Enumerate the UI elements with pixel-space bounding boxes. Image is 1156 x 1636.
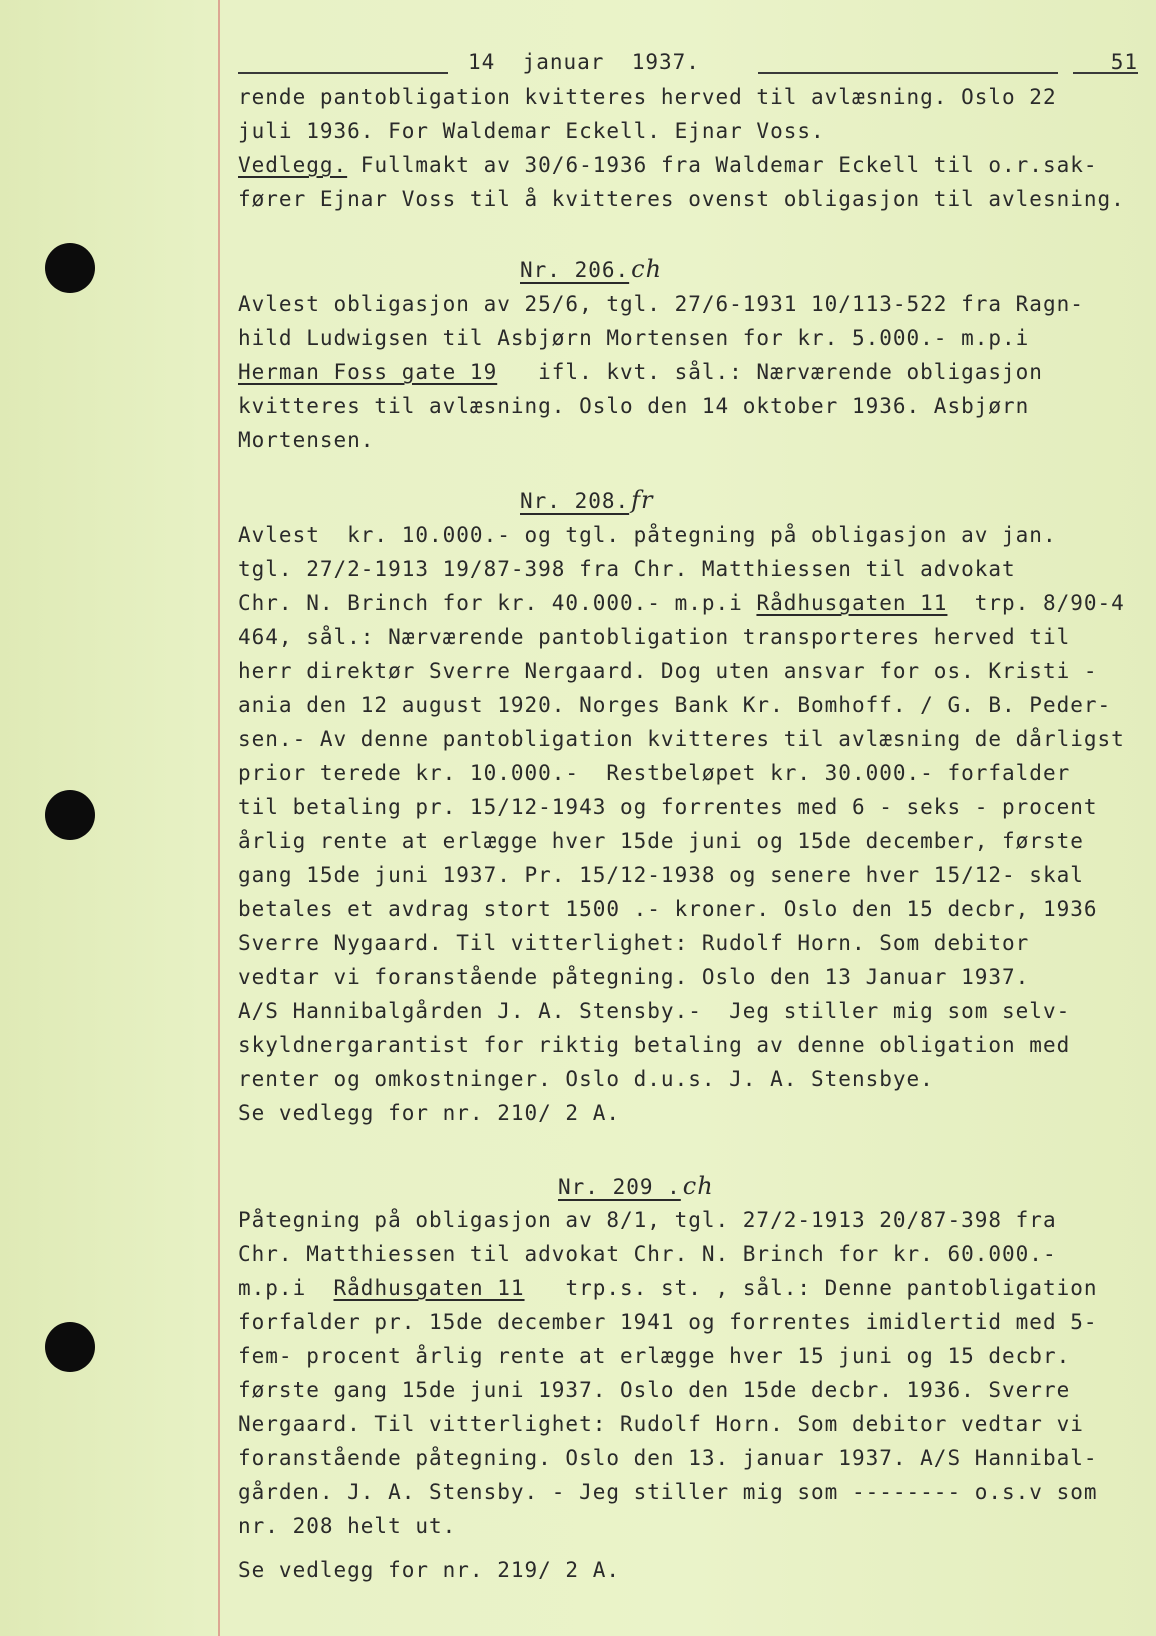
header-rule <box>238 72 448 74</box>
text-line: sen.- Av denne pantobligation kvitteres til avlæsning de dårligst <box>238 727 1125 751</box>
punch-hole <box>45 790 95 840</box>
text-line: vedtar vi foranstående påtegning. Oslo den 13 Januar 1937. <box>238 965 1030 989</box>
text-line: Vedlegg. Fullmakt av 30/6-1936 fra Waldemar Eckell til o.r.sak- <box>238 153 1098 177</box>
page-header <box>238 50 1138 76</box>
text-line: årlig rente at erlægge hver 15de juni og 15de december, første <box>238 829 1084 853</box>
text-line: Se vedlegg for nr. 219/ 2 A. <box>238 1558 621 1582</box>
header-rule <box>758 72 1058 74</box>
text-line: Avlest obligasjon av 25/6, tgl. 27/6-1931 10/113-522 fra Ragn- <box>238 292 1084 316</box>
property-address: Rådhusgaten 11 <box>333 1276 525 1300</box>
text-line: skyldnergarantist for riktig betaling av denne obligation med <box>238 1033 1071 1057</box>
entry-number: Nr. 208.fr <box>520 486 654 514</box>
text-line: nr. 208 helt ut. <box>238 1514 457 1538</box>
handwritten-mark: fr <box>631 486 654 514</box>
text-line: gården. J. A. Stensby. - Jeg stiller mig som -------- o.s.v som <box>238 1480 1098 1504</box>
entry-number: Nr. 209 .ch <box>558 1172 714 1200</box>
text-line: Sverre Nygaard. Til vitterlighet: Rudolf Horn. Som debitor <box>238 931 1030 955</box>
text-line: foranstående påtegning. Oslo den 13. januar 1937. A/S Hannibal- <box>238 1446 1098 1470</box>
attachment-label: Vedlegg. <box>238 153 348 177</box>
entry-number: Nr. 206.ch <box>520 255 663 283</box>
text-line: Chr. Matthiessen til advokat Chr. N. Brinch for kr. 60.000.- <box>238 1242 1057 1266</box>
text-line: første gang 15de juni 1937. Oslo den 15de decbr. 1936. Sverre <box>238 1378 1071 1402</box>
handwritten-mark: ch <box>682 1172 714 1200</box>
text-line: fem- procent årlig rente at erlægge hver 15 juni og 15 decbr. <box>238 1344 1071 1368</box>
property-address: Rådhusgaten 11 <box>756 591 948 615</box>
text-line: renter og omkostninger. Oslo d.u.s. J. A. Stensbye. <box>238 1067 934 1091</box>
punch-hole <box>45 1322 95 1372</box>
text-line: tgl. 27/2-1913 19/87-398 fra Chr. Matthiessen til advokat <box>238 557 1016 581</box>
property-address: Herman Foss gate 19 <box>238 360 498 384</box>
text-line: hild Ludwigsen til Asbjørn Mortensen for kr. 5.000.- m.p.i <box>238 326 1030 350</box>
text-line: fører Ejnar Voss til å kvitteres ovenst obligasjon til avlesning. <box>238 187 1125 211</box>
text-line: Chr. N. Brinch for kr. 40.000.- m.p.i Rådhusgaten 11 trp. 8/90-4 <box>238 591 1125 615</box>
text-line: prior terede kr. 10.000.- Restbeløpet kr. 30.000.- forfalder <box>238 761 1071 785</box>
text-line: ania den 12 august 1920. Norges Bank Kr. Bomhoff. / G. B. Peder- <box>238 693 1112 717</box>
text-line: forfalder pr. 15de december 1941 og forrentes imidlertid med 5- <box>238 1310 1098 1334</box>
text-line: gang 15de juni 1937. Pr. 15/12-1938 og senere hver 15/12- skal <box>238 863 1084 887</box>
text-line: 464, sål.: Nærværende pantobligation transporteres herved til <box>238 625 1071 649</box>
text-line: juli 1936. For Waldemar Eckell. Ejnar Voss. <box>238 119 825 143</box>
text-line: Herman Foss gate 19 ifl. kvt. sål.: Nærværende obligasjon <box>238 360 1043 384</box>
text-line: til betaling pr. 15/12-1943 og forrentes med 6 - seks - procent <box>238 795 1098 819</box>
text-line: Avlest kr. 10.000.- og tgl. påtegning på obligasjon av jan. <box>238 523 1057 547</box>
text-line: Påtegning på obligasjon av 8/1, tgl. 27/2-1913 20/87-398 fra <box>238 1208 1057 1232</box>
text-line: A/S Hannibalgården J. A. Stensby.- Jeg stiller mig som selv- <box>238 999 1071 1023</box>
punch-hole <box>45 243 95 293</box>
text-line: betales et avdrag stort 1500 .- kroner. Oslo den 15 decbr, 1936 <box>238 897 1098 921</box>
text-line: rende pantobligation kvitteres herved til avlæsning. Oslo 22 <box>238 85 1057 109</box>
text-line: Mortensen. <box>238 428 375 452</box>
text-line: kvitteres til avlæsning. Oslo den 14 oktober 1936. Asbjørn <box>238 394 1030 418</box>
text-line: m.p.i Rådhusgaten 11 trp.s. st. , sål.: Denne pantobligation <box>238 1276 1098 1300</box>
page-number: 51 <box>1110 50 1138 74</box>
header-date: 14 januar 1937. <box>468 50 700 74</box>
text-line: Se vedlegg for nr. 210/ 2 A. <box>238 1101 621 1125</box>
text-line: herr direktør Sverre Nergaard. Dog uten ansvar for os. Kristi - <box>238 659 1098 683</box>
text-line: Nergaard. Til vitterlighet: Rudolf Horn. Som debitor vedtar vi <box>238 1412 1084 1436</box>
handwritten-mark: ch <box>631 255 663 283</box>
margin-line <box>218 0 220 1636</box>
